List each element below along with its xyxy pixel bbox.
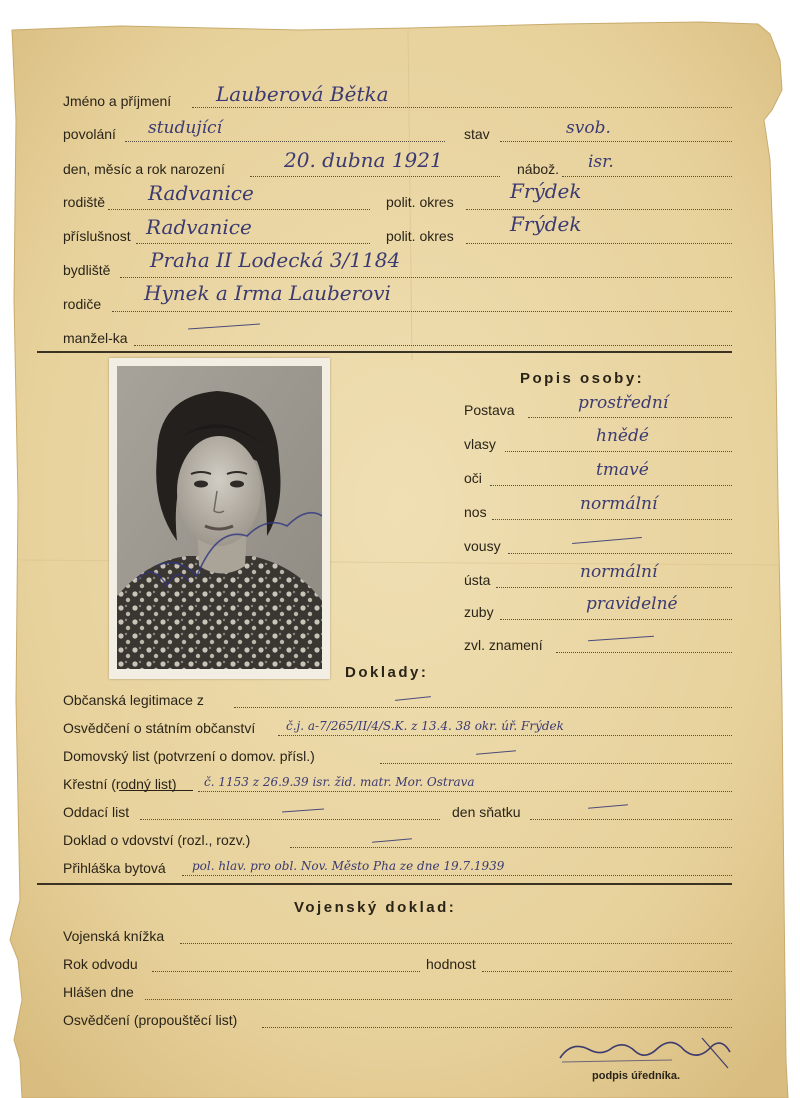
residence-value: Praha II Lodecká 3/1184: [150, 248, 401, 272]
reported-label: Hlášen dne: [63, 984, 134, 1000]
district2-line: [466, 243, 732, 244]
birth-cert-label: Křestní (rodný list): [63, 776, 177, 792]
desc-label-eyes: oči: [464, 470, 482, 486]
rank-label: hodnost: [426, 956, 476, 972]
desc-value-build: prostřední: [578, 393, 669, 413]
desc-value-hair: hnědé: [596, 426, 649, 446]
name-value: Lauberová Bětka: [216, 82, 389, 106]
id-card-line: [234, 707, 732, 708]
reported-line: [145, 999, 732, 1000]
widow-line: [290, 847, 732, 848]
religion-value: isr.: [588, 152, 614, 172]
desc-line-hair: [505, 451, 732, 452]
desc-label-hair: vlasy: [464, 436, 496, 452]
district2-label: polit. okres: [386, 228, 454, 244]
birth-label: den, měsíc a rok narození: [63, 161, 225, 177]
portrait-image: [117, 366, 322, 669]
spouse-label: manžel-ka: [63, 330, 128, 346]
domicile-line: [380, 763, 732, 764]
draft-year-line: [152, 971, 420, 972]
desc-value-teeth: pravidelné: [586, 594, 678, 614]
status-line: [500, 141, 732, 142]
occupation-line: [125, 141, 445, 142]
housing-value: pol. hlav. pro obl. Nov. Město Pha ze dne 19.7.1939: [192, 859, 505, 873]
military-heading: Vojenský doklad:: [294, 899, 457, 916]
citizenship-label: příslušnost: [63, 228, 131, 244]
district2-value: Frýdek: [510, 212, 582, 236]
section-rule-2: [37, 883, 732, 885]
housing-label: Přihláška bytová: [63, 860, 166, 876]
district1-value: Frýdek: [510, 179, 582, 203]
parents-line: [112, 311, 732, 312]
citizenship-cert-label: Osvědčení o státním občanství: [63, 720, 256, 736]
residence-label: bydliště: [63, 262, 111, 278]
desc-line-build: [528, 417, 732, 418]
desc-line-teeth: [500, 619, 732, 620]
birthplace-label: rodiště: [63, 194, 106, 210]
desc-label-mouth: ústa: [464, 572, 491, 588]
domicile-label: Domovský list (potvrzení o domov. přísl.): [63, 748, 315, 764]
official-signature: [552, 1030, 742, 1070]
birthplace-value: Radvanice: [148, 181, 254, 205]
military-book-label: Vojenská knížka: [63, 928, 165, 944]
marriage-line: [140, 819, 440, 820]
signature-caption: podpis úředníka.: [592, 1070, 681, 1082]
name-line: [192, 107, 732, 108]
draft-year-label: Rok odvodu: [63, 956, 138, 972]
residence-line: [120, 277, 732, 278]
desc-line-beard: [508, 553, 732, 554]
marriage-label: Oddací list: [63, 804, 130, 820]
description-heading: Popis osoby:: [520, 370, 645, 387]
district1-label: polit. okres: [386, 194, 454, 210]
citizenship-value: Radvanice: [146, 215, 252, 239]
section-rule-1: [37, 351, 732, 353]
birth-value: 20. dubna 1921: [284, 148, 443, 172]
spouse-line: [134, 345, 732, 346]
desc-line-marks: [556, 652, 732, 653]
occupation-value: studující: [148, 118, 223, 138]
desc-value-mouth: normální: [580, 562, 658, 582]
desc-line-eyes: [490, 485, 732, 486]
wedding-date-line: [530, 819, 732, 820]
birth-cert-value: č. 1153 z 26.9.39 isr. žid. matr. Mor. Ostrava: [204, 775, 475, 789]
birthplace-line: [108, 209, 370, 210]
desc-label-beard: vousy: [464, 538, 501, 554]
religion-label: nábož.: [517, 161, 560, 177]
desc-value-nose: normální: [580, 494, 658, 514]
status-label: stav: [464, 126, 490, 142]
desc-line-mouth: [496, 587, 732, 588]
status-value: svob.: [566, 118, 611, 138]
rank-line: [482, 971, 732, 972]
parents-value: Hynek a Irma Lauberovi: [144, 281, 391, 305]
religion-line: [562, 176, 732, 177]
name-label: Jméno a příjmení: [63, 93, 172, 109]
military-book-line: [180, 943, 732, 944]
parents-label: rodiče: [63, 296, 102, 312]
desc-line-nose: [492, 519, 732, 520]
wedding-date-label: den sňatku: [452, 804, 521, 820]
desc-label-marks: zvl. znamení: [464, 637, 543, 653]
district1-line: [466, 209, 732, 210]
occupation-label: povolání: [63, 126, 116, 142]
desc-label-teeth: zuby: [464, 604, 494, 620]
desc-label-build: Postava: [464, 402, 515, 418]
documents-heading: Doklady:: [345, 664, 429, 681]
desc-value-eyes: tmavé: [596, 460, 649, 480]
citizenship-line: [136, 243, 370, 244]
citizenship-cert-value: č.j. a-7/265/II/4/S.K. z 13.4. 38 okr. úř. Frýdek: [286, 719, 564, 733]
discharge-label: Osvědčení (propouštěcí list): [63, 1012, 238, 1028]
widow-label: Doklad o vdovství (rozl., rozv.): [63, 832, 251, 848]
birth-cert-underline: [119, 790, 193, 791]
discharge-line: [262, 1027, 732, 1028]
desc-label-nose: nos: [464, 504, 487, 520]
birth-line: [250, 176, 500, 177]
id-card-label: Občanská legitimace z: [63, 692, 204, 708]
portrait-photo: [109, 358, 330, 679]
